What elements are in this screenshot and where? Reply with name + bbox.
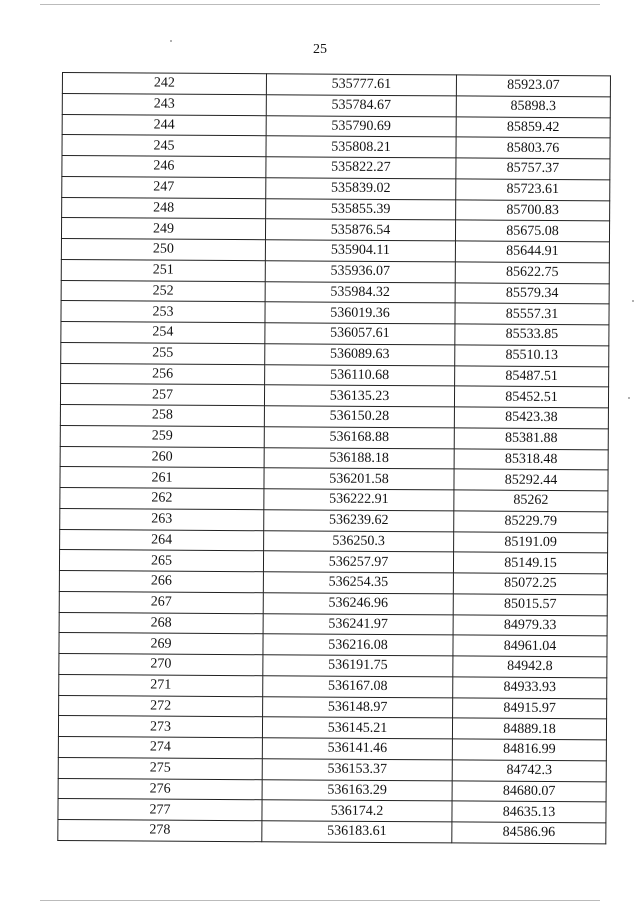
x-coordinate-cell: 536183.61 <box>262 821 452 843</box>
point-number-cell: 245 <box>62 135 266 157</box>
y-coordinate-cell: 85898.3 <box>456 96 610 118</box>
point-number-cell: 266 <box>59 570 263 592</box>
y-coordinate-cell: 84915.97 <box>453 697 607 719</box>
scan-edge-top <box>40 4 600 5</box>
point-number-cell: 277 <box>58 799 262 821</box>
point-number-cell: 250 <box>61 238 265 260</box>
point-number-cell: 264 <box>60 529 264 551</box>
y-coordinate-cell: 85723.61 <box>456 179 610 201</box>
point-number-cell: 278 <box>58 819 262 841</box>
x-coordinate-cell: 536167.08 <box>263 675 453 697</box>
point-number-cell: 248 <box>62 197 266 219</box>
page-number: 25 <box>313 42 327 57</box>
point-number-cell: 270 <box>59 653 263 675</box>
x-coordinate-cell: 536201.58 <box>264 468 454 490</box>
x-coordinate-cell: 536168.88 <box>264 426 454 448</box>
coordinate-table <box>57 72 611 844</box>
point-number-cell: 253 <box>61 301 265 323</box>
point-number-cell: 263 <box>60 508 264 530</box>
x-coordinate-cell: 536239.62 <box>264 509 454 531</box>
y-coordinate-cell: 84933.93 <box>453 677 607 699</box>
x-coordinate-cell: 536257.97 <box>263 551 453 573</box>
y-coordinate-cell: 85510.13 <box>455 345 609 367</box>
y-coordinate-cell: 84680.07 <box>452 780 606 802</box>
point-number-cell: 243 <box>62 93 266 115</box>
x-coordinate-cell: 536254.35 <box>263 572 453 594</box>
point-number-cell: 259 <box>60 425 264 447</box>
y-coordinate-cell: 85803.76 <box>456 137 610 159</box>
x-coordinate-cell: 536148.97 <box>263 696 453 718</box>
point-number-cell: 274 <box>58 736 262 758</box>
y-coordinate-cell: 85423.38 <box>454 407 608 429</box>
x-coordinate-cell: 536163.29 <box>262 779 452 801</box>
point-number-cell: 262 <box>60 487 264 509</box>
point-number-cell: 252 <box>61 280 265 302</box>
x-coordinate-cell: 536150.28 <box>264 406 454 428</box>
y-coordinate-cell: 85318.48 <box>454 448 608 470</box>
x-coordinate-cell: 536216.08 <box>263 634 453 656</box>
point-number-cell: 265 <box>59 550 263 572</box>
x-coordinate-cell: 536110.68 <box>265 364 455 386</box>
point-number-cell: 242 <box>62 73 266 95</box>
y-coordinate-cell: 84889.18 <box>452 718 606 740</box>
point-number-cell: 257 <box>60 384 264 406</box>
y-coordinate-cell: 85533.85 <box>455 324 609 346</box>
point-number-cell: 273 <box>58 716 262 738</box>
point-number-cell: 260 <box>60 446 264 468</box>
x-coordinate-cell: 536241.97 <box>263 613 453 635</box>
y-coordinate-cell: 85487.51 <box>455 365 609 387</box>
scan-speck <box>170 40 172 42</box>
point-number-cell: 247 <box>62 176 266 198</box>
y-coordinate-cell: 85292.44 <box>454 469 608 491</box>
point-number-cell: 275 <box>58 757 262 779</box>
x-coordinate-cell: 535784.67 <box>266 94 456 116</box>
y-coordinate-cell: 85675.08 <box>455 220 609 242</box>
point-number-cell: 256 <box>61 363 265 385</box>
x-coordinate-cell: 535855.39 <box>266 198 456 220</box>
y-coordinate-cell: 85229.79 <box>454 511 608 533</box>
x-coordinate-cell: 536188.18 <box>264 447 454 469</box>
x-coordinate-cell: 535777.61 <box>266 74 456 96</box>
x-coordinate-cell: 536089.63 <box>265 343 455 365</box>
x-coordinate-cell: 536145.21 <box>262 717 452 739</box>
y-coordinate-cell: 85191.09 <box>454 531 608 553</box>
x-coordinate-cell: 536191.75 <box>263 655 453 677</box>
y-coordinate-cell: 84635.13 <box>452 801 606 823</box>
coordinate-table-body <box>58 73 611 844</box>
point-number-cell: 255 <box>61 342 265 364</box>
y-coordinate-cell: 85262 <box>454 490 608 512</box>
point-number-cell: 254 <box>61 321 265 343</box>
x-coordinate-cell: 536057.61 <box>265 323 455 345</box>
x-coordinate-cell: 535876.54 <box>265 219 455 241</box>
point-number-cell: 268 <box>59 612 263 634</box>
point-number-cell: 276 <box>58 778 262 800</box>
y-coordinate-cell: 85149.15 <box>453 552 607 574</box>
scan-edge-bottom <box>40 900 600 901</box>
scan-speck <box>632 300 634 302</box>
x-coordinate-cell: 535904.11 <box>265 240 455 262</box>
y-coordinate-cell: 84961.04 <box>453 635 607 657</box>
table-row <box>58 819 606 843</box>
y-coordinate-cell: 85757.37 <box>456 158 610 180</box>
y-coordinate-cell: 85700.83 <box>456 199 610 221</box>
point-number-cell: 272 <box>59 695 263 717</box>
point-number-cell: 249 <box>61 218 265 240</box>
y-coordinate-cell: 85452.51 <box>454 386 608 408</box>
point-number-cell: 251 <box>61 259 265 281</box>
x-coordinate-cell: 535822.27 <box>266 157 456 179</box>
x-coordinate-cell: 536153.37 <box>262 758 452 780</box>
x-coordinate-cell: 536141.46 <box>262 738 452 760</box>
x-coordinate-cell: 536019.36 <box>265 302 455 324</box>
point-number-cell: 267 <box>59 591 263 613</box>
point-number-cell: 271 <box>59 674 263 696</box>
y-coordinate-cell: 84586.96 <box>452 822 606 844</box>
y-coordinate-cell: 85072.25 <box>453 573 607 595</box>
y-coordinate-cell: 84942.8 <box>453 656 607 678</box>
x-coordinate-cell: 536222.91 <box>264 489 454 511</box>
y-coordinate-cell: 84816.99 <box>452 739 606 761</box>
coordinate-table-container <box>57 72 607 844</box>
y-coordinate-cell: 85644.91 <box>455 241 609 263</box>
x-coordinate-cell: 536250.3 <box>264 530 454 552</box>
x-coordinate-cell: 535936.07 <box>265 260 455 282</box>
x-coordinate-cell: 536135.23 <box>264 385 454 407</box>
y-coordinate-cell: 85015.57 <box>453 594 607 616</box>
point-number-cell: 244 <box>62 114 266 136</box>
x-coordinate-cell: 536246.96 <box>263 592 453 614</box>
x-coordinate-cell: 535984.32 <box>265 281 455 303</box>
y-coordinate-cell: 84742.3 <box>452 760 606 782</box>
y-coordinate-cell: 85622.75 <box>455 262 609 284</box>
point-number-cell: 261 <box>60 467 264 489</box>
x-coordinate-cell: 535808.21 <box>266 136 456 158</box>
y-coordinate-cell: 85579.34 <box>455 282 609 304</box>
point-number-cell: 258 <box>60 404 264 426</box>
y-coordinate-cell: 85557.31 <box>455 303 609 325</box>
x-coordinate-cell: 536174.2 <box>262 800 452 822</box>
scan-speck <box>628 397 630 399</box>
x-coordinate-cell: 535839.02 <box>266 177 456 199</box>
point-number-cell: 269 <box>59 633 263 655</box>
x-coordinate-cell: 535790.69 <box>266 115 456 137</box>
y-coordinate-cell: 85381.88 <box>454 428 608 450</box>
point-number-cell: 246 <box>62 156 266 178</box>
y-coordinate-cell: 84979.33 <box>453 614 607 636</box>
y-coordinate-cell: 85859.42 <box>456 116 610 138</box>
y-coordinate-cell: 85923.07 <box>456 75 610 97</box>
